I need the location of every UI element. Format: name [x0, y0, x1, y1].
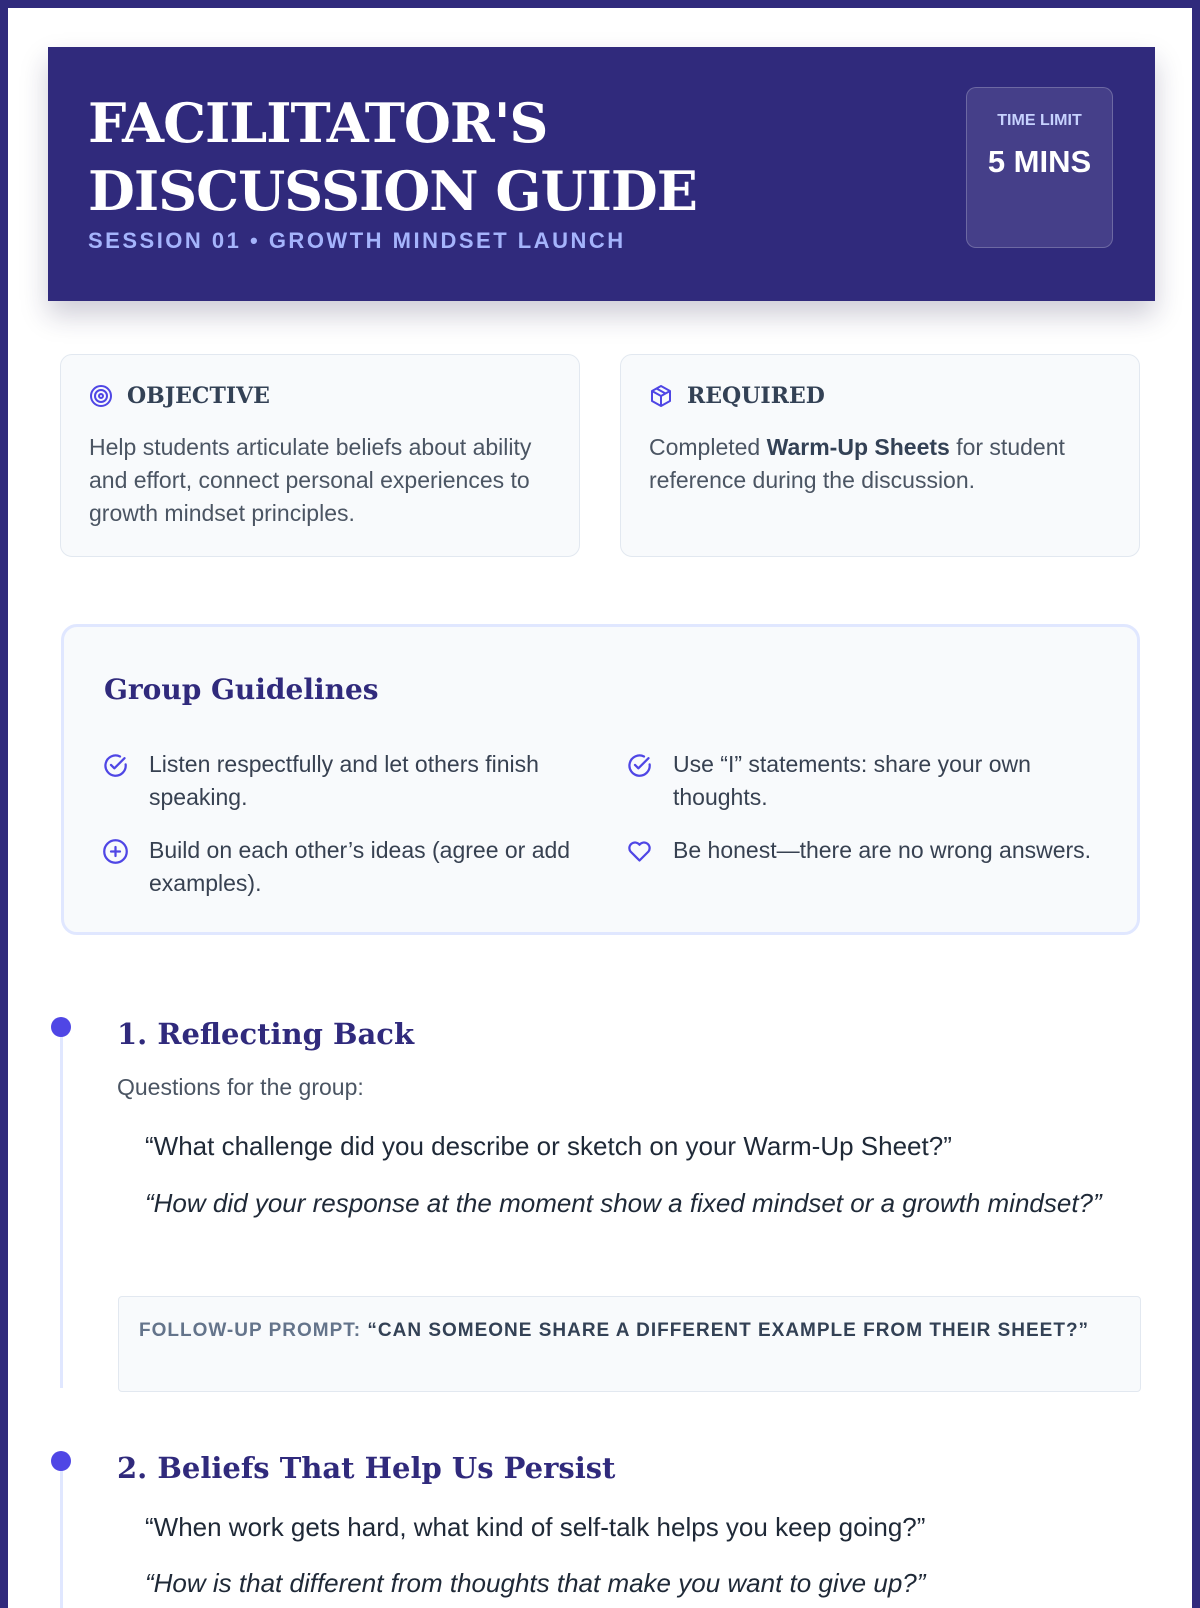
required-text — [649, 431, 1119, 497]
time-limit-label: TIME LIMIT — [997, 112, 1082, 129]
box-icon — [649, 384, 673, 408]
followup-text: “CAN SOMEONE SHARE A DIFFERENT EXAMPLE FROM THEIR SHEET?” — [367, 1320, 1090, 1341]
group-guidelines — [61, 624, 1140, 935]
check-circle-icon — [626, 752, 653, 779]
guideline-item — [626, 748, 1096, 814]
plus-circle-icon — [102, 838, 129, 865]
timeline-line — [60, 1471, 63, 1608]
guideline-text: Build on each other’s ideas (agree or add examples). — [149, 837, 571, 896]
required-text-after: for student reference during the discussion. — [649, 434, 1065, 493]
required-heading: REQUIRED — [687, 383, 825, 409]
required-text-bold: Warm-Up Sheets — [766, 434, 950, 460]
session-subtitle: SESSION 01 • GROWTH MINDSET LAUNCH — [88, 228, 626, 253]
section-1-subtitle: Questions for the group: — [117, 1074, 364, 1100]
question-1: “What challenge did you describe or sketch on your Warm-Up Sheet?” — [145, 1131, 952, 1161]
heart-icon — [626, 838, 653, 865]
question-4: “How is that different from thoughts that make you want to give up?” — [145, 1568, 926, 1598]
guideline-text: Use “I” statements: share your own thoughts. — [673, 751, 1031, 810]
followup-prompt — [118, 1296, 1141, 1392]
objective-heading: OBJECTIVE — [127, 383, 270, 409]
guideline-item — [102, 834, 572, 900]
guideline-text: Listen respectfully and let others finish speaking. — [149, 751, 539, 810]
section-1-title: 1. Reflecting Back — [117, 1017, 415, 1051]
check-circle-icon — [102, 752, 129, 779]
objective-text: Help students articulate beliefs about ability and effort, connect personal experiences to growth mindset principles. — [89, 434, 532, 526]
timeline-line — [60, 1037, 63, 1388]
header-banner — [48, 47, 1155, 301]
time-limit-value: 5 MINS — [987, 144, 1092, 179]
target-icon — [89, 384, 113, 408]
question-2: “How did your response at the moment show a fixed mindset or a growth mindset?” — [145, 1188, 1102, 1218]
guideline-text: Be honest—there are no wrong answers. — [673, 837, 1092, 863]
time-limit-box — [966, 87, 1113, 248]
timeline-dot — [51, 1451, 71, 1471]
section-2-title: 2. Beliefs That Help Us Persist — [117, 1451, 616, 1485]
required-text-before: Completed — [649, 434, 767, 460]
required-card — [620, 354, 1140, 557]
page-title: FACILITATOR'S DISCUSSION GUIDE — [88, 91, 697, 223]
timeline-dot — [51, 1017, 71, 1037]
page — [8, 8, 1192, 1608]
question-3: “When work gets hard, what kind of self-talk helps you keep going?” — [145, 1512, 926, 1542]
guideline-item — [626, 834, 1096, 867]
guideline-item — [102, 748, 572, 814]
guidelines-title: Group Guidelines — [104, 673, 379, 706]
followup-label: FOLLOW-UP PROMPT: — [139, 1320, 362, 1341]
objective-card — [60, 354, 580, 557]
